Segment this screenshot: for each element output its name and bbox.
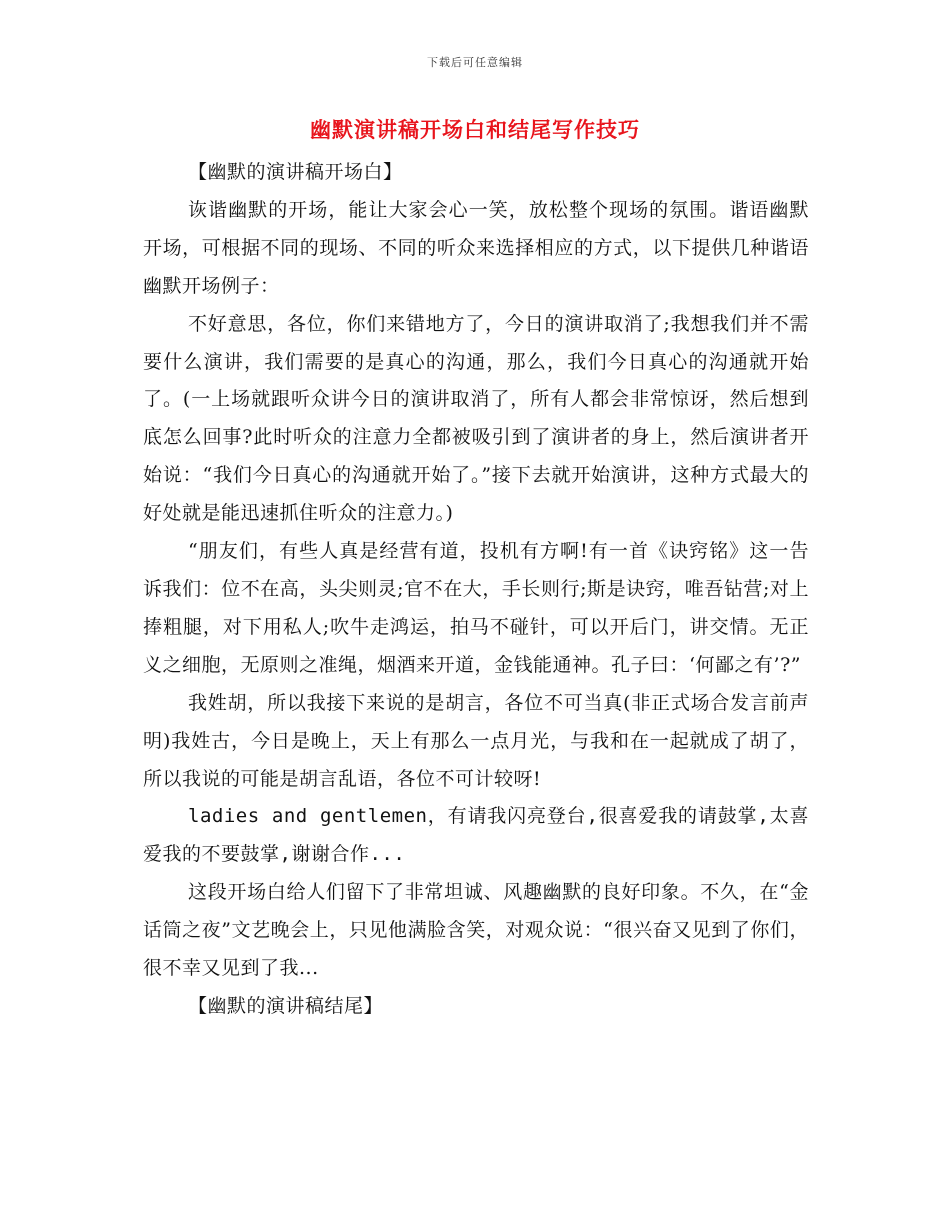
header-note: 下载后可任意编辑 [427, 56, 523, 69]
paragraph-example-ladies: ladies and gentlemen，有请我闪亮登台,很喜爱我的请鼓掌,太喜爱我的不要鼓掌,谢谢合作... [143, 805, 809, 866]
paragraph-intro: 诙谐幽默的开场，能让大家会心一笑，放松整个现场的氛围。谐语幽默开场，可根据不同的现场、不同的听众来选择相应的方式，以下提供几种谐语幽默开场例子： [143, 198, 809, 297]
section-heading-ending: 【幽默的演讲稿结尾】 [188, 994, 384, 1017]
document-body [143, 154, 809, 1026]
paragraph-example-motto: “朋友们，有些人真是经营有道，投机有方啊!有一首《诀窍铭》这一告诉我们：位不在高，头尖则灵;官不在大，手长则行;斯是诀窍，唯吾钻营;对上捧粗腿，对下用私人;吹牛走鸿运，拍马不碰针，可以开后门，讲交情。无正义之细胞，无原则之准绳，烟酒来开道，金钱能通神。孔子曰：‘何鄙之有’?” [143, 540, 809, 676]
paragraph-example-surname: 我姓胡，所以我接下来说的是胡言，各位不可当真(非正式场合发言前声明)我姓古，今日是晚上，天上有那么一点月光，与我和在一起就成了胡了，所以我说的可能是胡言乱语，各位不可计较呀! [143, 691, 809, 790]
paragraph-example-cancelled-speech: 不好意思，各位，你们来错地方了，今日的演讲取消了;我想我们并不需要什么演讲，我们需要的是真心的沟通，那么，我们今日真心的沟通就开始了。(一上场就跟听众讲今日的演讲取消了，所有人都会非常惊讶，然后想到底怎么回事?此时听众的注意力全都被吸引到了演讲者的身上，然后演讲者开始说：“我们今日真心的沟通就开始了。”接下去就开始演讲，这种方式最大的好处就是能迅速抓住听众的注意力。) [143, 312, 809, 525]
section-heading-opening: 【幽默的演讲稿开场白】 [188, 161, 403, 183]
paragraph-impression: 这段开场白给人们留下了非常坦诚、风趣幽默的良好印象。不久，在“金话筒之夜”文艺晚会上，只见他满脸含笑，对观众说：“很兴奋又见到了你们，很不幸又见到了我... [143, 881, 809, 980]
document-title: 幽默演讲稿开场白和结尾写作技巧 [310, 117, 640, 142]
